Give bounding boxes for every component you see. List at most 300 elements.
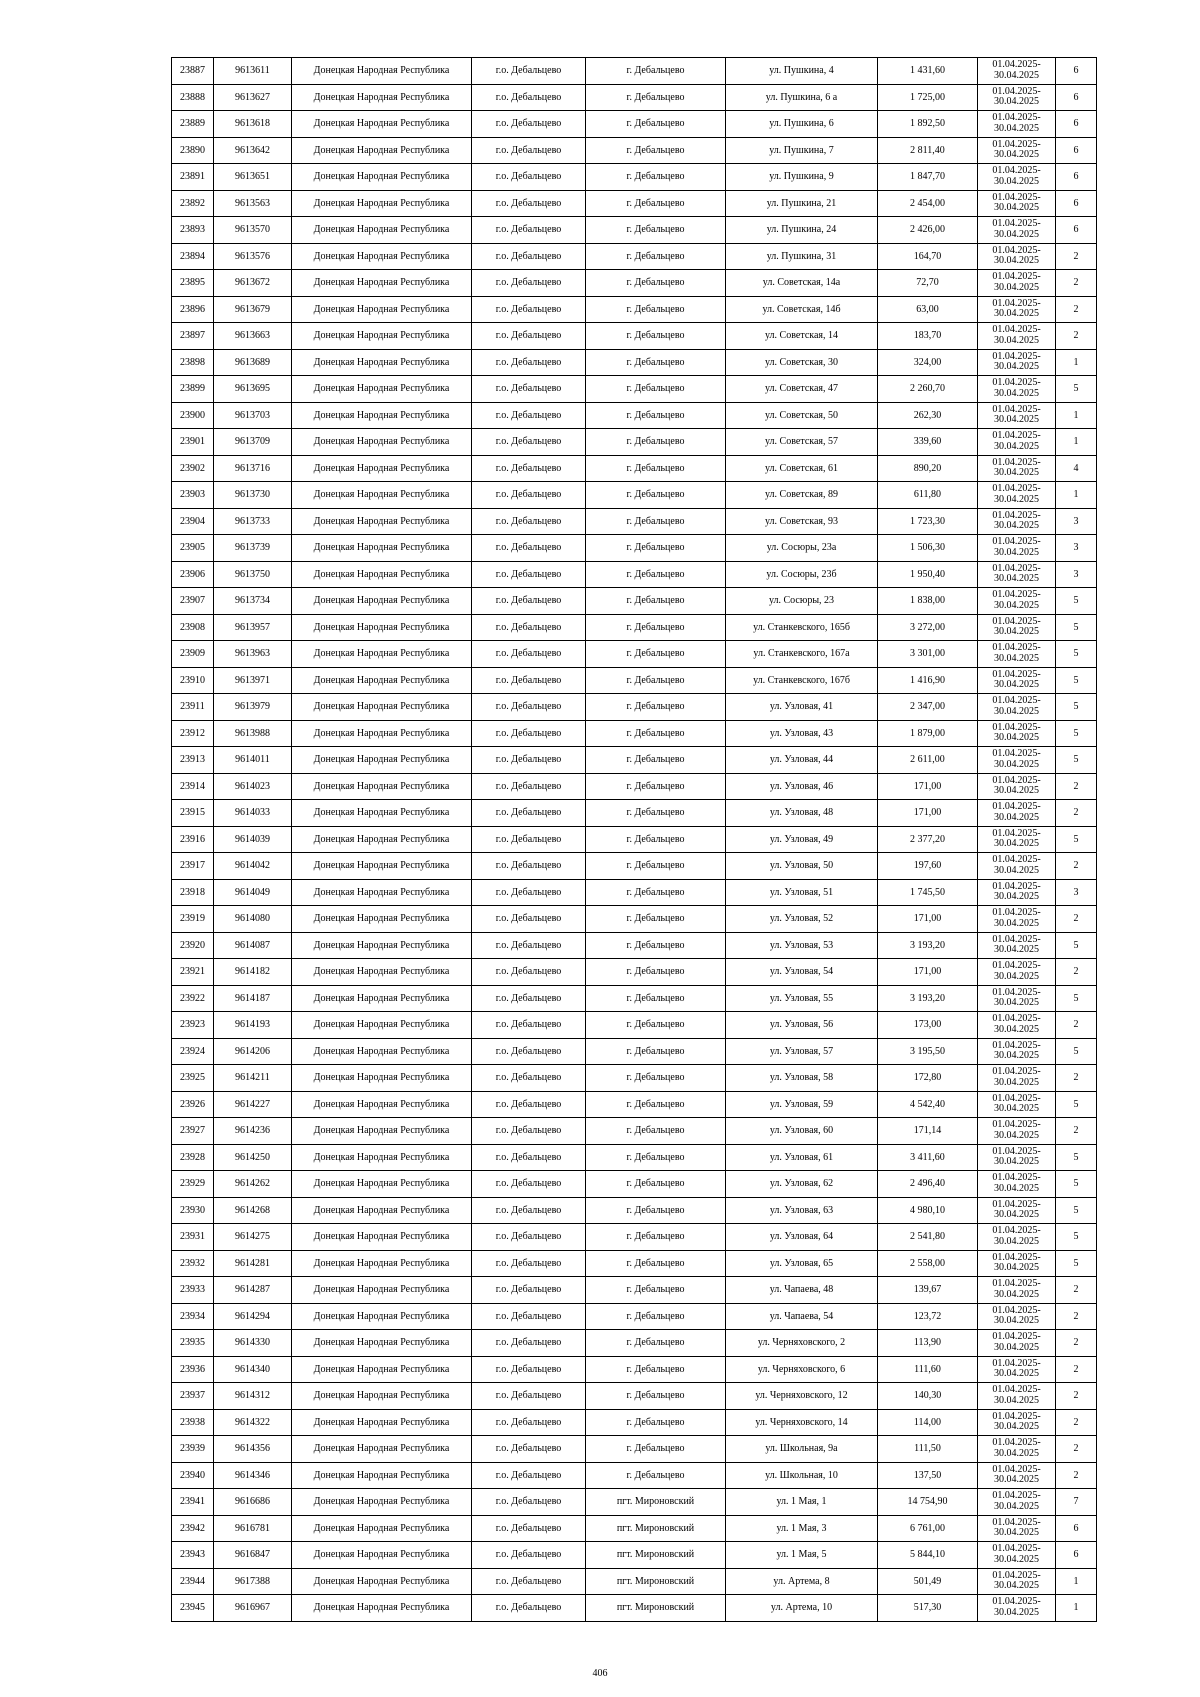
count-cell: 6 [1056,1542,1097,1569]
object-code-cell: 9613563 [214,190,292,217]
table-row [172,932,1097,959]
row-number-cell: 23925 [172,1065,214,1092]
settlement-cell: г. Дебальцево [586,1091,726,1118]
address-cell: ул. Узловая, 62 [726,1171,878,1198]
settlement-cell: г. Дебальцево [586,1065,726,1092]
address-cell: ул. Пушкина, 6 [726,111,878,138]
object-code-cell: 9613651 [214,164,292,191]
table-row [172,402,1097,429]
municipal-district-cell: г.о. Дебальцево [472,1436,586,1463]
row-number-cell: 23929 [172,1171,214,1198]
address-cell: ул. Сосюры, 23 [726,588,878,615]
period-cell: 01.04.2025-30.04.2025 [978,1171,1056,1198]
count-cell: 5 [1056,1224,1097,1251]
region-cell: Донецкая Народная Республика [292,853,472,880]
period-cell: 01.04.2025-30.04.2025 [978,1568,1056,1595]
address-cell: ул. Сосюры, 23б [726,561,878,588]
table-row [172,84,1097,111]
period-cell: 01.04.2025-30.04.2025 [978,349,1056,376]
table-row [172,614,1097,641]
address-cell: ул. Узловая, 65 [726,1250,878,1277]
count-cell: 6 [1056,164,1097,191]
table-row [172,694,1097,721]
settlement-cell: г. Дебальцево [586,243,726,270]
count-cell: 1 [1056,429,1097,456]
row-number-cell: 23889 [172,111,214,138]
row-number-cell: 23915 [172,800,214,827]
area-cell: 3 411,60 [878,1144,978,1171]
row-number-cell: 23893 [172,217,214,244]
period-cell: 01.04.2025-30.04.2025 [978,959,1056,986]
settlement-cell: г. Дебальцево [586,853,726,880]
count-cell: 1 [1056,1568,1097,1595]
count-cell: 2 [1056,1330,1097,1357]
object-code-cell: 9614011 [214,747,292,774]
area-cell: 501,49 [878,1568,978,1595]
table-row [172,349,1097,376]
object-code-cell: 9613963 [214,641,292,668]
count-cell: 3 [1056,561,1097,588]
object-code-cell: 9614227 [214,1091,292,1118]
row-number-cell: 23896 [172,296,214,323]
count-cell: 2 [1056,853,1097,880]
count-cell: 5 [1056,932,1097,959]
region-cell: Донецкая Народная Республика [292,959,472,986]
municipal-district-cell: г.о. Дебальцево [472,1091,586,1118]
row-number-cell: 23926 [172,1091,214,1118]
municipal-district-cell: г.о. Дебальцево [472,1224,586,1251]
row-number-cell: 23917 [172,853,214,880]
period-cell: 01.04.2025-30.04.2025 [978,1012,1056,1039]
row-number-cell: 23932 [172,1250,214,1277]
table-row [172,720,1097,747]
row-number-cell: 23895 [172,270,214,297]
count-cell: 2 [1056,1303,1097,1330]
object-code-cell: 9613709 [214,429,292,456]
address-cell: ул. Узловая, 53 [726,932,878,959]
address-cell: ул. Советская, 93 [726,508,878,535]
region-cell: Донецкая Народная Республика [292,376,472,403]
table-row [172,376,1097,403]
object-code-cell: 9617388 [214,1568,292,1595]
region-cell: Донецкая Народная Республика [292,826,472,853]
row-number-cell: 23907 [172,588,214,615]
region-cell: Донецкая Народная Республика [292,137,472,164]
table-row [172,217,1097,244]
municipal-district-cell: г.о. Дебальцево [472,217,586,244]
period-cell: 01.04.2025-30.04.2025 [978,1197,1056,1224]
municipal-district-cell: г.о. Дебальцево [472,270,586,297]
municipal-district-cell: г.о. Дебальцево [472,190,586,217]
settlement-cell: г. Дебальцево [586,137,726,164]
row-number-cell: 23888 [172,84,214,111]
address-cell: ул. Артема, 8 [726,1568,878,1595]
region-cell: Донецкая Народная Республика [292,747,472,774]
area-cell: 111,60 [878,1356,978,1383]
settlement-cell: г. Дебальцево [586,296,726,323]
period-cell: 01.04.2025-30.04.2025 [978,614,1056,641]
object-code-cell: 9614087 [214,932,292,959]
address-cell: ул. Станкевского, 165б [726,614,878,641]
table-row [172,1303,1097,1330]
period-cell: 01.04.2025-30.04.2025 [978,455,1056,482]
region-cell: Донецкая Народная Республика [292,1118,472,1145]
region-cell: Донецкая Народная Республика [292,667,472,694]
period-cell: 01.04.2025-30.04.2025 [978,800,1056,827]
row-number-cell: 23898 [172,349,214,376]
area-cell: 5 844,10 [878,1542,978,1569]
period-cell: 01.04.2025-30.04.2025 [978,1250,1056,1277]
count-cell: 2 [1056,1462,1097,1489]
table-row [172,1409,1097,1436]
address-cell: ул. Узловая, 41 [726,694,878,721]
period-cell: 01.04.2025-30.04.2025 [978,482,1056,509]
area-cell: 2 426,00 [878,217,978,244]
table-row [172,1595,1097,1622]
address-cell: ул. Узловая, 48 [726,800,878,827]
municipal-district-cell: г.о. Дебальцево [472,1383,586,1410]
area-cell: 111,50 [878,1436,978,1463]
address-cell: ул. Черняховского, 12 [726,1383,878,1410]
settlement-cell: г. Дебальцево [586,1012,726,1039]
settlement-cell: пгт. Мироновский [586,1595,726,1622]
object-code-cell: 9614193 [214,1012,292,1039]
area-cell: 1 879,00 [878,720,978,747]
address-cell: ул. Узловая, 60 [726,1118,878,1145]
area-cell: 183,70 [878,323,978,350]
object-code-cell: 9614330 [214,1330,292,1357]
table-row [172,1118,1097,1145]
object-code-cell: 9613739 [214,535,292,562]
table-row [172,906,1097,933]
object-code-cell: 9614340 [214,1356,292,1383]
municipal-district-cell: г.о. Дебальцево [472,800,586,827]
row-number-cell: 23943 [172,1542,214,1569]
object-code-cell: 9613971 [214,667,292,694]
period-cell: 01.04.2025-30.04.2025 [978,1356,1056,1383]
row-number-cell: 23922 [172,985,214,1012]
period-cell: 01.04.2025-30.04.2025 [978,1515,1056,1542]
address-cell: ул. Школьная, 9а [726,1436,878,1463]
municipal-district-cell: г.о. Дебальцево [472,1038,586,1065]
region-cell: Донецкая Народная Республика [292,1250,472,1277]
period-cell: 01.04.2025-30.04.2025 [978,932,1056,959]
count-cell: 5 [1056,1171,1097,1198]
region-cell: Донецкая Народная Республика [292,58,472,85]
table-row [172,296,1097,323]
region-cell: Донецкая Народная Республика [292,1409,472,1436]
area-cell: 890,20 [878,455,978,482]
area-cell: 139,67 [878,1277,978,1304]
region-cell: Донецкая Народная Республика [292,1462,472,1489]
table-row [172,164,1097,191]
object-code-cell: 9614346 [214,1462,292,1489]
period-cell: 01.04.2025-30.04.2025 [978,879,1056,906]
row-number-cell: 23936 [172,1356,214,1383]
settlement-cell: г. Дебальцево [586,667,726,694]
address-cell: ул. Черняховского, 14 [726,1409,878,1436]
address-cell: ул. Чапаева, 54 [726,1303,878,1330]
table-row [172,1224,1097,1251]
table-row [172,1171,1097,1198]
area-cell: 3 195,50 [878,1038,978,1065]
region-cell: Донецкая Народная Республика [292,1065,472,1092]
object-code-cell: 9614250 [214,1144,292,1171]
object-code-cell: 9613672 [214,270,292,297]
register-table-body [172,58,1097,1622]
table-row [172,853,1097,880]
area-cell: 171,00 [878,773,978,800]
count-cell: 5 [1056,1144,1097,1171]
address-cell: ул. Узловая, 46 [726,773,878,800]
count-cell: 2 [1056,959,1097,986]
municipal-district-cell: г.о. Дебальцево [472,164,586,191]
settlement-cell: пгт. Мироновский [586,1568,726,1595]
table-row [172,1436,1097,1463]
table-row [172,1277,1097,1304]
settlement-cell: г. Дебальцево [586,1277,726,1304]
object-code-cell: 9613570 [214,217,292,244]
settlement-cell: г. Дебальцево [586,1383,726,1410]
area-cell: 3 193,20 [878,985,978,1012]
area-cell: 164,70 [878,243,978,270]
region-cell: Донецкая Народная Республика [292,1012,472,1039]
area-cell: 4 980,10 [878,1197,978,1224]
period-cell: 01.04.2025-30.04.2025 [978,1118,1056,1145]
municipal-district-cell: г.о. Дебальцево [472,1356,586,1383]
area-cell: 2 260,70 [878,376,978,403]
table-row [172,561,1097,588]
period-cell: 01.04.2025-30.04.2025 [978,906,1056,933]
area-cell: 339,60 [878,429,978,456]
municipal-district-cell: г.о. Дебальцево [472,853,586,880]
object-code-cell: 9614268 [214,1197,292,1224]
row-number-cell: 23900 [172,402,214,429]
municipal-district-cell: г.о. Дебальцево [472,1330,586,1357]
row-number-cell: 23905 [172,535,214,562]
table-row [172,959,1097,986]
municipal-district-cell: г.о. Дебальцево [472,641,586,668]
period-cell: 01.04.2025-30.04.2025 [978,1489,1056,1516]
municipal-district-cell: г.о. Дебальцево [472,402,586,429]
count-cell: 2 [1056,1356,1097,1383]
area-cell: 3 193,20 [878,932,978,959]
address-cell: ул. Школьная, 10 [726,1462,878,1489]
table-row [172,137,1097,164]
municipal-district-cell: г.о. Дебальцево [472,535,586,562]
region-cell: Донецкая Народная Республика [292,1542,472,1569]
municipal-district-cell: г.о. Дебальцево [472,1012,586,1039]
row-number-cell: 23923 [172,1012,214,1039]
region-cell: Донецкая Народная Республика [292,1277,472,1304]
area-cell: 262,30 [878,402,978,429]
period-cell: 01.04.2025-30.04.2025 [978,1542,1056,1569]
table-row [172,1515,1097,1542]
area-cell: 517,30 [878,1595,978,1622]
row-number-cell: 23903 [172,482,214,509]
object-code-cell: 9614322 [214,1409,292,1436]
area-cell: 197,60 [878,853,978,880]
row-number-cell: 23910 [172,667,214,694]
settlement-cell: г. Дебальцево [586,1330,726,1357]
table-row [172,111,1097,138]
row-number-cell: 23887 [172,58,214,85]
municipal-district-cell: г.о. Дебальцево [472,508,586,535]
period-cell: 01.04.2025-30.04.2025 [978,217,1056,244]
address-cell: ул. Узловая, 63 [726,1197,878,1224]
table-row [172,641,1097,668]
municipal-district-cell: г.о. Дебальцево [472,349,586,376]
settlement-cell: г. Дебальцево [586,641,726,668]
region-cell: Донецкая Народная Республика [292,694,472,721]
count-cell: 2 [1056,1436,1097,1463]
region-cell: Донецкая Народная Республика [292,720,472,747]
address-cell: ул. Узловая, 61 [726,1144,878,1171]
period-cell: 01.04.2025-30.04.2025 [978,137,1056,164]
address-cell: ул. Пушкина, 4 [726,58,878,85]
municipal-district-cell: г.о. Дебальцево [472,879,586,906]
region-cell: Донецкая Народная Республика [292,614,472,641]
object-code-cell: 9613979 [214,694,292,721]
count-cell: 5 [1056,641,1097,668]
count-cell: 2 [1056,1065,1097,1092]
count-cell: 2 [1056,1012,1097,1039]
table-row [172,588,1097,615]
count-cell: 1 [1056,402,1097,429]
row-number-cell: 23909 [172,641,214,668]
count-cell: 4 [1056,455,1097,482]
period-cell: 01.04.2025-30.04.2025 [978,1144,1056,1171]
period-cell: 01.04.2025-30.04.2025 [978,508,1056,535]
count-cell: 6 [1056,111,1097,138]
count-cell: 2 [1056,800,1097,827]
region-cell: Донецкая Народная Республика [292,879,472,906]
period-cell: 01.04.2025-30.04.2025 [978,1436,1056,1463]
address-cell: ул. Советская, 50 [726,402,878,429]
municipal-district-cell: г.о. Дебальцево [472,84,586,111]
region-cell: Донецкая Народная Республика [292,296,472,323]
settlement-cell: г. Дебальцево [586,906,726,933]
row-number-cell: 23918 [172,879,214,906]
municipal-district-cell: г.о. Дебальцево [472,1489,586,1516]
settlement-cell: г. Дебальцево [586,1118,726,1145]
municipal-district-cell: г.о. Дебальцево [472,429,586,456]
area-cell: 63,00 [878,296,978,323]
settlement-cell: пгт. Мироновский [586,1489,726,1516]
region-cell: Донецкая Народная Республика [292,1197,472,1224]
area-cell: 14 754,90 [878,1489,978,1516]
municipal-district-cell: г.о. Дебальцево [472,455,586,482]
table-row [172,773,1097,800]
object-code-cell: 9616781 [214,1515,292,1542]
settlement-cell: г. Дебальцево [586,879,726,906]
period-cell: 01.04.2025-30.04.2025 [978,111,1056,138]
table-row [172,826,1097,853]
object-code-cell: 9614275 [214,1224,292,1251]
region-cell: Донецкая Народная Республика [292,535,472,562]
area-cell: 6 761,00 [878,1515,978,1542]
count-cell: 6 [1056,137,1097,164]
period-cell: 01.04.2025-30.04.2025 [978,588,1056,615]
address-cell: ул. Пушкина, 21 [726,190,878,217]
settlement-cell: г. Дебальцево [586,508,726,535]
municipal-district-cell: г.о. Дебальцево [472,720,586,747]
count-cell: 5 [1056,1250,1097,1277]
region-cell: Донецкая Народная Республика [292,1489,472,1516]
count-cell: 5 [1056,1038,1097,1065]
count-cell: 5 [1056,747,1097,774]
area-cell: 2 496,40 [878,1171,978,1198]
count-cell: 3 [1056,535,1097,562]
area-cell: 3 272,00 [878,614,978,641]
municipal-district-cell: г.о. Дебальцево [472,296,586,323]
settlement-cell: г. Дебальцево [586,932,726,959]
region-cell: Донецкая Народная Республика [292,1091,472,1118]
municipal-district-cell: г.о. Дебальцево [472,773,586,800]
period-cell: 01.04.2025-30.04.2025 [978,270,1056,297]
settlement-cell: г. Дебальцево [586,720,726,747]
period-cell: 01.04.2025-30.04.2025 [978,190,1056,217]
table-row [172,1542,1097,1569]
area-cell: 1 950,40 [878,561,978,588]
period-cell: 01.04.2025-30.04.2025 [978,747,1056,774]
address-cell: ул. Пушкина, 6 а [726,84,878,111]
area-cell: 1 431,60 [878,58,978,85]
address-cell: ул. Узловая, 44 [726,747,878,774]
row-number-cell: 23892 [172,190,214,217]
municipal-district-cell: г.о. Дебальцево [472,323,586,350]
municipal-district-cell: г.о. Дебальцево [472,561,586,588]
region-cell: Донецкая Народная Республика [292,1303,472,1330]
area-cell: 2 611,00 [878,747,978,774]
object-code-cell: 9614042 [214,853,292,880]
settlement-cell: г. Дебальцево [586,588,726,615]
area-cell: 137,50 [878,1462,978,1489]
area-cell: 1 892,50 [878,111,978,138]
settlement-cell: г. Дебальцево [586,800,726,827]
table-row [172,747,1097,774]
table-row [172,1038,1097,1065]
settlement-cell: г. Дебальцево [586,773,726,800]
municipal-district-cell: г.о. Дебальцево [472,111,586,138]
object-code-cell: 9613576 [214,243,292,270]
area-cell: 140,30 [878,1383,978,1410]
settlement-cell: г. Дебальцево [586,349,726,376]
object-code-cell: 9613663 [214,323,292,350]
settlement-cell: г. Дебальцево [586,826,726,853]
settlement-cell: пгт. Мироновский [586,1515,726,1542]
settlement-cell: г. Дебальцево [586,323,726,350]
region-cell: Донецкая Народная Республика [292,561,472,588]
address-cell: ул. 1 Мая, 1 [726,1489,878,1516]
count-cell: 2 [1056,1409,1097,1436]
municipal-district-cell: г.о. Дебальцево [472,1595,586,1622]
settlement-cell: пгт. Мироновский [586,1542,726,1569]
settlement-cell: г. Дебальцево [586,959,726,986]
address-cell: ул. Станкевского, 167а [726,641,878,668]
municipal-district-cell: г.о. Дебальцево [472,906,586,933]
row-number-cell: 23942 [172,1515,214,1542]
region-cell: Донецкая Народная Республика [292,190,472,217]
count-cell: 2 [1056,1118,1097,1145]
area-cell: 171,00 [878,800,978,827]
address-cell: ул. Станкевского, 167б [726,667,878,694]
period-cell: 01.04.2025-30.04.2025 [978,402,1056,429]
table-row [172,1197,1097,1224]
address-cell: ул. Советская, 61 [726,455,878,482]
row-number-cell: 23897 [172,323,214,350]
row-number-cell: 23928 [172,1144,214,1171]
